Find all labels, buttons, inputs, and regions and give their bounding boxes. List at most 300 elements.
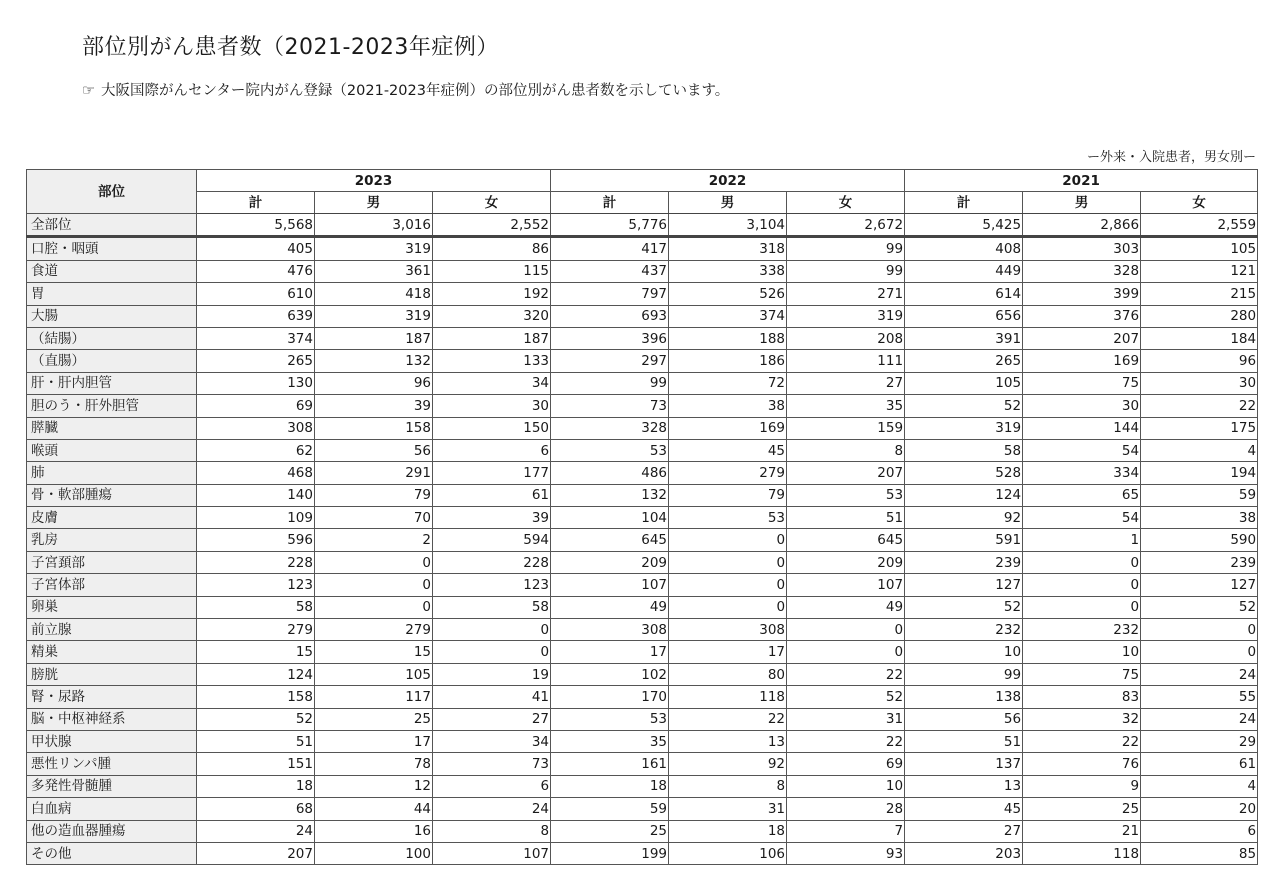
year-header-2022: 2022	[551, 170, 905, 192]
value-cell: 53	[787, 484, 905, 506]
value-cell: 232	[1023, 619, 1141, 641]
value-cell: 656	[905, 305, 1023, 327]
value-cell: 34	[433, 730, 551, 752]
value-cell: 104	[551, 507, 669, 529]
value-cell: 15	[315, 641, 433, 663]
value-cell: 49	[551, 596, 669, 618]
value-cell: 279	[315, 619, 433, 641]
value-cell: 30	[433, 395, 551, 417]
value-cell: 186	[669, 350, 787, 372]
site-cell: 大腸	[27, 305, 197, 327]
value-cell: 361	[315, 260, 433, 282]
value-cell: 121	[1141, 260, 1258, 282]
value-cell: 109	[197, 507, 315, 529]
value-cell: 78	[315, 753, 433, 775]
value-cell: 308	[551, 619, 669, 641]
value-cell: 140	[197, 484, 315, 506]
value-cell: 8	[669, 775, 787, 797]
value-cell: 52	[787, 686, 905, 708]
value-cell: 100	[315, 842, 433, 864]
value-cell: 53	[551, 439, 669, 461]
table-row	[27, 507, 1258, 529]
value-cell: 53	[551, 708, 669, 730]
value-cell: 10	[787, 775, 905, 797]
value-cell: 124	[197, 663, 315, 685]
table-row	[27, 551, 1258, 573]
value-cell: 31	[787, 708, 905, 730]
value-cell: 0	[669, 529, 787, 551]
value-cell: 239	[905, 551, 1023, 573]
value-cell: 132	[551, 484, 669, 506]
value-cell: 209	[787, 551, 905, 573]
value-cell: 318	[669, 237, 787, 260]
value-cell: 0	[315, 551, 433, 573]
value-cell: 127	[905, 574, 1023, 596]
value-cell: 22	[787, 730, 905, 752]
value-cell: 123	[433, 574, 551, 596]
table-row	[27, 820, 1258, 842]
value-cell: 239	[1141, 551, 1258, 573]
value-cell: 159	[787, 417, 905, 439]
value-cell: 208	[787, 327, 905, 349]
value-cell: 16	[315, 820, 433, 842]
value-cell: 0	[1141, 619, 1258, 641]
value-cell: 175	[1141, 417, 1258, 439]
female-header: 女	[1141, 192, 1258, 214]
value-cell: 61	[1141, 753, 1258, 775]
value-cell: 265	[197, 350, 315, 372]
table-row	[27, 641, 1258, 663]
value-cell: 79	[315, 484, 433, 506]
value-cell: 303	[1023, 237, 1141, 260]
total-header: 計	[905, 192, 1023, 214]
site-cell: 白血病	[27, 798, 197, 820]
value-cell: 96	[1141, 350, 1258, 372]
value-cell: 70	[315, 507, 433, 529]
table-row	[27, 842, 1258, 864]
value-cell: 102	[551, 663, 669, 685]
value-cell: 399	[1023, 283, 1141, 305]
value-cell: 27	[787, 372, 905, 394]
value-cell: 591	[905, 529, 1023, 551]
value-cell: 130	[197, 372, 315, 394]
value-cell: 320	[433, 305, 551, 327]
value-cell: 99	[787, 260, 905, 282]
description-text: 大阪国際がんセンター院内がん登録（2021-2023年症例）の部位別がん患者数を示しています。	[101, 83, 730, 99]
male-header: 男	[669, 192, 787, 214]
value-cell: 137	[905, 753, 1023, 775]
male-header: 男	[315, 192, 433, 214]
value-cell: 73	[551, 395, 669, 417]
value-cell: 0	[433, 641, 551, 663]
value-cell: 24	[1141, 663, 1258, 685]
value-cell: 207	[197, 842, 315, 864]
value-cell: 203	[905, 842, 1023, 864]
site-cell: 喉頭	[27, 439, 197, 461]
site-cell: 悪性リンパ腫	[27, 753, 197, 775]
table-row	[27, 417, 1258, 439]
value-cell: 3,104	[669, 214, 787, 237]
value-cell: 291	[315, 462, 433, 484]
year-header-2021: 2021	[905, 170, 1258, 192]
value-cell: 319	[905, 417, 1023, 439]
value-cell: 2,559	[1141, 214, 1258, 237]
table-row	[27, 798, 1258, 820]
value-cell: 5,568	[197, 214, 315, 237]
value-cell: 596	[197, 529, 315, 551]
value-cell: 29	[1141, 730, 1258, 752]
value-cell: 20	[1141, 798, 1258, 820]
value-cell: 111	[787, 350, 905, 372]
year-header-2023: 2023	[197, 170, 551, 192]
value-cell: 15	[197, 641, 315, 663]
value-cell: 85	[1141, 842, 1258, 864]
site-cell: 脳・中枢神経系	[27, 708, 197, 730]
site-header: 部位	[27, 170, 197, 214]
value-cell: 52	[197, 708, 315, 730]
value-cell: 18	[197, 775, 315, 797]
value-cell: 132	[315, 350, 433, 372]
value-cell: 51	[787, 507, 905, 529]
value-cell: 34	[433, 372, 551, 394]
site-cell: 食道	[27, 260, 197, 282]
value-cell: 107	[551, 574, 669, 596]
value-cell: 0	[1023, 551, 1141, 573]
value-cell: 228	[433, 551, 551, 573]
value-cell: 117	[315, 686, 433, 708]
site-cell: 甲状腺	[27, 730, 197, 752]
table-note: ー外来・入院患者，男女別ー	[1086, 150, 1256, 165]
table-row	[27, 775, 1258, 797]
value-cell: 44	[315, 798, 433, 820]
value-cell: 127	[1141, 574, 1258, 596]
value-cell: 199	[551, 842, 669, 864]
value-cell: 59	[1141, 484, 1258, 506]
value-cell: 73	[433, 753, 551, 775]
value-cell: 645	[551, 529, 669, 551]
value-cell: 58	[197, 596, 315, 618]
value-cell: 118	[1023, 842, 1141, 864]
value-cell: 54	[1023, 439, 1141, 461]
value-cell: 308	[669, 619, 787, 641]
value-cell: 271	[787, 283, 905, 305]
value-cell: 0	[1023, 596, 1141, 618]
site-cell: 肺	[27, 462, 197, 484]
value-cell: 6	[433, 775, 551, 797]
value-cell: 124	[905, 484, 1023, 506]
value-cell: 68	[197, 798, 315, 820]
value-cell: 0	[1141, 641, 1258, 663]
value-cell: 144	[1023, 417, 1141, 439]
value-cell: 54	[1023, 507, 1141, 529]
value-cell: 308	[197, 417, 315, 439]
value-cell: 80	[669, 663, 787, 685]
total-header: 計	[197, 192, 315, 214]
value-cell: 41	[433, 686, 551, 708]
site-cell: （直腸）	[27, 350, 197, 372]
value-cell: 0	[315, 596, 433, 618]
value-cell: 69	[197, 395, 315, 417]
value-cell: 35	[551, 730, 669, 752]
value-cell: 25	[551, 820, 669, 842]
value-cell: 3,016	[315, 214, 433, 237]
value-cell: 526	[669, 283, 787, 305]
value-cell: 170	[551, 686, 669, 708]
value-cell: 328	[551, 417, 669, 439]
site-cell: 胆のう・肝外胆管	[27, 395, 197, 417]
value-cell: 55	[1141, 686, 1258, 708]
table-row	[27, 462, 1258, 484]
value-cell: 396	[551, 327, 669, 349]
value-cell: 92	[905, 507, 1023, 529]
value-cell: 106	[669, 842, 787, 864]
value-cell: 38	[669, 395, 787, 417]
value-cell: 232	[905, 619, 1023, 641]
value-cell: 30	[1023, 395, 1141, 417]
value-cell: 0	[669, 596, 787, 618]
value-cell: 21	[1023, 820, 1141, 842]
value-cell: 75	[1023, 663, 1141, 685]
value-cell: 150	[433, 417, 551, 439]
value-cell: 52	[905, 395, 1023, 417]
value-cell: 25	[1023, 798, 1141, 820]
value-cell: 374	[669, 305, 787, 327]
value-cell: 133	[433, 350, 551, 372]
value-cell: 138	[905, 686, 1023, 708]
value-cell: 328	[1023, 260, 1141, 282]
table-row	[27, 753, 1258, 775]
table-row	[27, 214, 1258, 237]
value-cell: 338	[669, 260, 787, 282]
value-cell: 158	[197, 686, 315, 708]
value-cell: 27	[905, 820, 1023, 842]
value-cell: 39	[433, 507, 551, 529]
site-cell: 腎・尿路	[27, 686, 197, 708]
value-cell: 99	[551, 372, 669, 394]
value-cell: 2,672	[787, 214, 905, 237]
value-cell: 9	[1023, 775, 1141, 797]
value-cell: 53	[669, 507, 787, 529]
value-cell: 13	[905, 775, 1023, 797]
cancer-patient-table	[26, 169, 1258, 865]
table-row	[27, 708, 1258, 730]
value-cell: 22	[787, 663, 905, 685]
value-cell: 2	[315, 529, 433, 551]
value-cell: 184	[1141, 327, 1258, 349]
value-cell: 25	[315, 708, 433, 730]
value-cell: 391	[905, 327, 1023, 349]
value-cell: 0	[787, 619, 905, 641]
value-cell: 65	[1023, 484, 1141, 506]
value-cell: 207	[787, 462, 905, 484]
site-cell: 前立腺	[27, 619, 197, 641]
value-cell: 62	[197, 439, 315, 461]
site-cell: 卵巣	[27, 596, 197, 618]
value-cell: 2,866	[1023, 214, 1141, 237]
value-cell: 639	[197, 305, 315, 327]
site-cell: 膵臓	[27, 417, 197, 439]
site-cell: 子宮頚部	[27, 551, 197, 573]
value-cell: 265	[905, 350, 1023, 372]
table-row	[27, 686, 1258, 708]
site-cell: 乳房	[27, 529, 197, 551]
value-cell: 319	[315, 305, 433, 327]
site-cell: 皮膚	[27, 507, 197, 529]
value-cell: 52	[1141, 596, 1258, 618]
value-cell: 590	[1141, 529, 1258, 551]
value-cell: 8	[787, 439, 905, 461]
value-cell: 188	[669, 327, 787, 349]
table-row	[27, 283, 1258, 305]
value-cell: 0	[315, 574, 433, 596]
value-cell: 24	[1141, 708, 1258, 730]
value-cell: 6	[1141, 820, 1258, 842]
value-cell: 56	[315, 439, 433, 461]
female-header: 女	[433, 192, 551, 214]
table-row	[27, 730, 1258, 752]
value-cell: 5,776	[551, 214, 669, 237]
value-cell: 334	[1023, 462, 1141, 484]
value-cell: 107	[433, 842, 551, 864]
table-row	[27, 305, 1258, 327]
value-cell: 69	[787, 753, 905, 775]
value-cell: 418	[315, 283, 433, 305]
value-cell: 86	[433, 237, 551, 260]
value-cell: 437	[551, 260, 669, 282]
value-cell: 58	[905, 439, 1023, 461]
site-cell: 他の造血器腫瘍	[27, 820, 197, 842]
table-row	[27, 372, 1258, 394]
value-cell: 38	[1141, 507, 1258, 529]
value-cell: 319	[787, 305, 905, 327]
value-cell: 24	[433, 798, 551, 820]
value-cell: 374	[197, 327, 315, 349]
value-cell: 105	[1141, 237, 1258, 260]
value-cell: 18	[669, 820, 787, 842]
value-cell: 161	[551, 753, 669, 775]
value-cell: 0	[433, 619, 551, 641]
value-cell: 17	[551, 641, 669, 663]
value-cell: 22	[1023, 730, 1141, 752]
site-cell: 膀胱	[27, 663, 197, 685]
value-cell: 105	[315, 663, 433, 685]
site-cell: 肝・肝内胆管	[27, 372, 197, 394]
value-cell: 0	[669, 574, 787, 596]
value-cell: 408	[905, 237, 1023, 260]
table-row	[27, 260, 1258, 282]
value-cell: 99	[905, 663, 1023, 685]
value-cell: 58	[433, 596, 551, 618]
value-cell: 51	[905, 730, 1023, 752]
value-cell: 76	[1023, 753, 1141, 775]
value-cell: 45	[669, 439, 787, 461]
value-cell: 528	[905, 462, 1023, 484]
site-cell: 全部位	[27, 214, 197, 237]
value-cell: 7	[787, 820, 905, 842]
value-cell: 92	[669, 753, 787, 775]
value-cell: 0	[669, 551, 787, 573]
value-cell: 417	[551, 237, 669, 260]
value-cell: 187	[433, 327, 551, 349]
value-cell: 99	[787, 237, 905, 260]
value-cell: 24	[197, 820, 315, 842]
value-cell: 319	[315, 237, 433, 260]
value-cell: 4	[1141, 775, 1258, 797]
site-cell: 口腔・咽頭	[27, 237, 197, 260]
value-cell: 158	[315, 417, 433, 439]
site-cell: 骨・軟部腫瘍	[27, 484, 197, 506]
value-cell: 115	[433, 260, 551, 282]
value-cell: 72	[669, 372, 787, 394]
site-cell: 多発性骨髄腫	[27, 775, 197, 797]
value-cell: 194	[1141, 462, 1258, 484]
value-cell: 228	[197, 551, 315, 573]
value-cell: 280	[1141, 305, 1258, 327]
value-cell: 96	[315, 372, 433, 394]
value-cell: 22	[1141, 395, 1258, 417]
value-cell: 169	[669, 417, 787, 439]
value-cell: 169	[1023, 350, 1141, 372]
value-cell: 105	[905, 372, 1023, 394]
value-cell: 0	[1023, 574, 1141, 596]
value-cell: 614	[905, 283, 1023, 305]
value-cell: 10	[1023, 641, 1141, 663]
value-cell: 35	[787, 395, 905, 417]
value-cell: 610	[197, 283, 315, 305]
value-cell: 645	[787, 529, 905, 551]
value-cell: 79	[669, 484, 787, 506]
value-cell: 17	[669, 641, 787, 663]
site-cell: 子宮体部	[27, 574, 197, 596]
value-cell: 207	[1023, 327, 1141, 349]
table-row	[27, 574, 1258, 596]
value-cell: 215	[1141, 283, 1258, 305]
table-row	[27, 327, 1258, 349]
value-cell: 17	[315, 730, 433, 752]
table-row	[27, 350, 1258, 372]
table-row	[27, 663, 1258, 685]
value-cell: 59	[551, 798, 669, 820]
table-body	[27, 214, 1258, 865]
page-description	[82, 79, 729, 100]
site-cell: 精巣	[27, 641, 197, 663]
value-cell: 18	[551, 775, 669, 797]
value-cell: 52	[905, 596, 1023, 618]
value-cell: 118	[669, 686, 787, 708]
value-cell: 75	[1023, 372, 1141, 394]
value-cell: 56	[905, 708, 1023, 730]
table-row	[27, 395, 1258, 417]
value-cell: 486	[551, 462, 669, 484]
value-cell: 32	[1023, 708, 1141, 730]
value-cell: 6	[433, 439, 551, 461]
value-cell: 4	[1141, 439, 1258, 461]
value-cell: 123	[197, 574, 315, 596]
table-row	[27, 439, 1258, 461]
site-cell: その他	[27, 842, 197, 864]
page-title: 部位別がん患者数（2021-2023年症例）	[82, 35, 499, 60]
value-cell: 30	[1141, 372, 1258, 394]
table-row	[27, 237, 1258, 260]
total-header: 計	[551, 192, 669, 214]
value-cell: 83	[1023, 686, 1141, 708]
value-cell: 405	[197, 237, 315, 260]
value-cell: 151	[197, 753, 315, 775]
pointing-hand-icon: ☞	[82, 83, 95, 99]
value-cell: 476	[197, 260, 315, 282]
value-cell: 39	[315, 395, 433, 417]
site-cell: （結腸）	[27, 327, 197, 349]
